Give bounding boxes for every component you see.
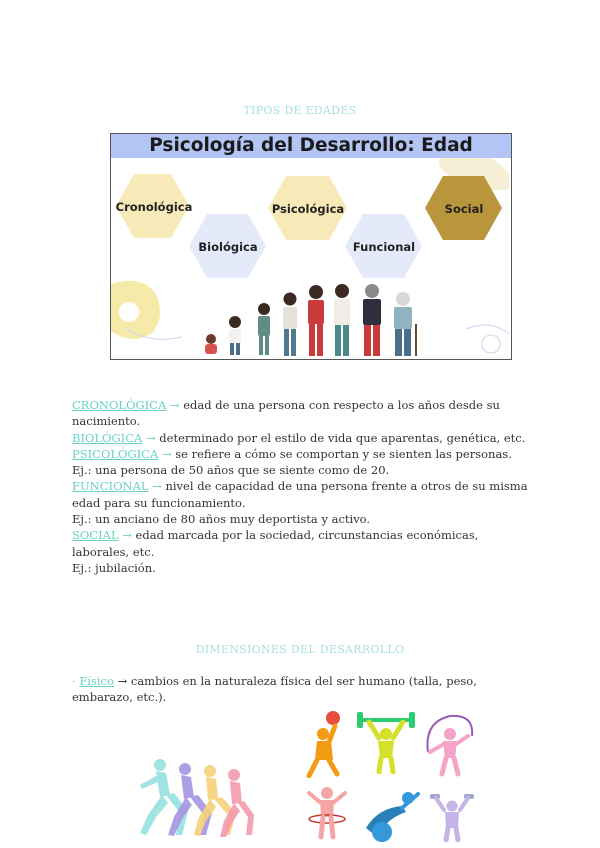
- infographic-artwork: [111, 134, 511, 359]
- runners-icon: [130, 755, 255, 840]
- term-biologica: BIOLÓGICA: [72, 430, 143, 445]
- label-cronologica: Cronológica: [115, 200, 193, 214]
- def-social: SOCIAL → edad marcada por la sociedad, circunstancias económicas, laborales, etc.: [72, 528, 479, 559]
- heading-dimensiones: DIMENSIONES DEL DESARROLLO: [195, 643, 405, 656]
- hula-hoop-icon: [422, 712, 477, 778]
- infographic-title: Psicología del Desarrollo: Edad: [149, 135, 473, 156]
- def-funcional: FUNCIONAL → nivel de capacidad de una persona frente a otros de su misma edad para su funcionamiento.: [72, 479, 528, 510]
- term-psicologica: PSICOLÓGICA: [72, 446, 159, 461]
- example-funcional: Ej.: un anciano de 80 años muy deportista y activo.: [72, 512, 371, 527]
- label-psicologica: Psicológica: [271, 202, 345, 216]
- swimming-icon: [358, 788, 423, 844]
- example-psicologica: Ej.: una persona de 50 años que se siente como de 20.: [72, 463, 390, 478]
- term-fisico: Físico: [79, 674, 114, 688]
- people-illustration: [205, 284, 416, 356]
- gymnastics-icon: [305, 785, 350, 841]
- term-cronologica: CRONOLÓGICA: [72, 398, 167, 412]
- def-psicologica: PSICOLÓGICA → se refiere a cómo se comportan y se sienten las personas.: [72, 446, 512, 461]
- dumbbell-icon: [428, 790, 476, 842]
- def-biologica: BIOLÓGICA → determinado por el estilo de vida que aparentas, genética, etc.: [72, 430, 526, 445]
- label-social: Social: [444, 202, 484, 216]
- term-funcional: FUNCIONAL: [72, 479, 149, 494]
- heading-tipos-de-edades: TIPOS DE EDADES: [243, 104, 357, 117]
- def-cronologica: CRONOLÓGICA → edad de una persona con respecto a los años desde su nacimiento.: [72, 398, 500, 429]
- age-infographic: [110, 133, 512, 360]
- weightlifting-icon: [355, 712, 417, 774]
- example-social: Ej.: jubilación.: [72, 560, 156, 575]
- basketball-icon: [303, 710, 348, 778]
- label-biologica: Biológica: [198, 240, 258, 254]
- label-funcional: Funcional: [352, 240, 416, 254]
- definitions-block: [72, 397, 532, 576]
- dimension-fisico: · Físico → cambios en la naturaleza física del ser humano (talla, peso, embarazo, etc.).: [72, 674, 477, 705]
- term-social: SOCIAL: [72, 528, 119, 543]
